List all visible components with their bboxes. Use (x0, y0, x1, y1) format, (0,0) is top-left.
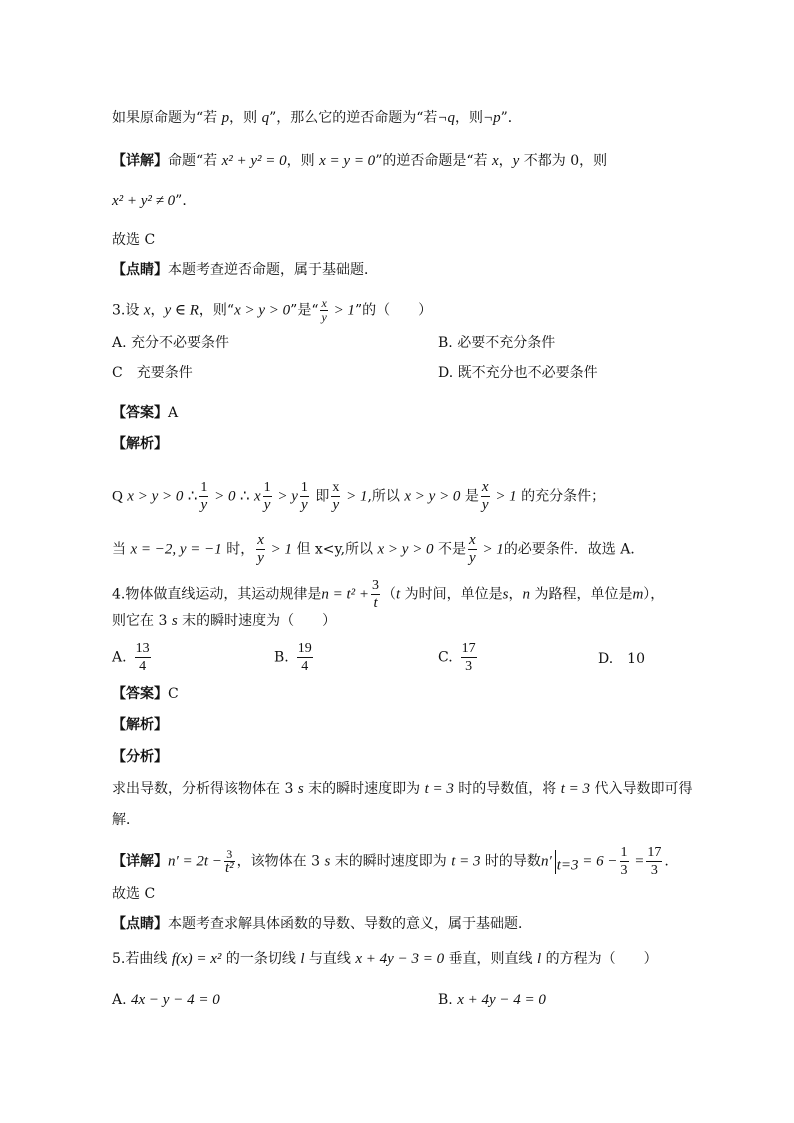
q4-detail-line (112, 844, 669, 879)
denominator: y (332, 497, 340, 513)
text: 求出导数，分析得该物体在 3 (112, 781, 298, 797)
text: 的充分条件； (516, 488, 606, 505)
numerator: x (469, 532, 476, 548)
math-expr: x + 4y − 3 = 0 (355, 951, 445, 967)
answer-tag: 【答案】 (112, 686, 168, 702)
text: 本题考查逆否命题，属于基础题． (168, 262, 378, 278)
analysis-tag: 【解析】 (112, 436, 168, 452)
text: 但 x<y,所以 (292, 541, 378, 558)
numerator: 17 (647, 845, 662, 860)
fraction-3-over-t2 (224, 848, 235, 875)
denominator: 3 (465, 659, 473, 674)
comment-line (112, 260, 378, 280)
math-expr: x + 4y − 4 = 0 (457, 992, 546, 1008)
fraction-17-over-3 (646, 844, 662, 879)
text: 5.若曲线 (112, 951, 172, 967)
fraction-3-over-t (371, 577, 380, 612)
math-expr: 4x − y − 4 = 0 (131, 992, 220, 1008)
text: ，则 (286, 153, 320, 169)
text-line-inverse-rule (112, 108, 522, 128)
fenxi-tag: 【分析】 (112, 749, 168, 765)
math-expr: n′ = 2t − (168, 853, 222, 870)
denominator: y (481, 497, 489, 513)
math-expr: > y (273, 488, 298, 505)
denominator: y (257, 550, 264, 566)
math-expr: x > y > 0 (377, 541, 434, 558)
text: 末的瞬时速度为（ ） (177, 613, 337, 629)
q4-choose-line: 故选 C (112, 886, 156, 902)
fraction-1-over-3 (620, 844, 629, 879)
var-not-p: ¬p (483, 110, 501, 126)
fraction-1-over-y (263, 479, 272, 514)
text: 的一条切线 (221, 951, 301, 967)
q5-option-b (438, 990, 546, 1010)
unit-m: m (632, 586, 644, 603)
math-expr: t = 3 (451, 853, 481, 870)
math-expr: = (630, 853, 645, 870)
math-expr: n = t² + (321, 586, 370, 603)
q4-option-b (274, 640, 315, 675)
var-not-q: ¬q (437, 110, 456, 126)
numerator: x (332, 480, 340, 495)
denominator: t (373, 595, 378, 611)
option-letter: C. (438, 649, 453, 666)
text: ”，那么它的逆否命题为“若 (269, 110, 438, 126)
q3-analysis-line-2 (112, 532, 644, 567)
var-l: l (536, 951, 542, 967)
numerator: 1 (300, 480, 308, 495)
q3-option-a: A. 充分不必要条件 (112, 335, 230, 351)
q3-analysis-line-1 (112, 479, 605, 514)
text: 的必要条件．故选 A． (503, 541, 645, 558)
math-expr: x² + y² = 0 (221, 153, 287, 169)
numerator: 17 (461, 641, 476, 656)
question-3 (112, 297, 432, 324)
choose-line: 故选 C (112, 232, 156, 248)
math-expr: y ∈ R (164, 302, 199, 319)
denominator: 4 (301, 659, 309, 674)
fraction-x-over-y (468, 532, 477, 567)
math-expr: t = 3 (560, 781, 591, 797)
q4-option-d: D. 10 (598, 651, 645, 667)
text: 为时间，单位是 (400, 586, 503, 603)
text: 时的导数值，将 (453, 781, 561, 797)
text: ， (498, 153, 513, 169)
var-x: x (143, 302, 151, 319)
fraction-x-over-y (481, 479, 490, 514)
denominator: t² (224, 860, 234, 876)
therefore-symbol: ∴ (187, 488, 198, 505)
text: ， (508, 586, 523, 603)
text: ”是“ (290, 302, 319, 319)
text: ”． (500, 110, 522, 126)
option-letter: A. (112, 992, 127, 1008)
text: ）， (643, 586, 665, 603)
text: 末的瞬时速度即为 (330, 853, 452, 870)
math-expr: > 0 (210, 488, 236, 505)
evaluation-bar (555, 850, 556, 874)
math-expr: n′ (540, 853, 552, 870)
q3-answer (112, 403, 178, 423)
q5-option-a (112, 990, 220, 1010)
text: 垂直，则直线 (444, 951, 537, 967)
math-expr: > 1 (329, 302, 355, 319)
math-expr: x > y > 0 (234, 302, 291, 319)
detail-line-2 (112, 191, 196, 211)
text: ，该物体在 3 (236, 853, 325, 870)
option-letter: B. (438, 992, 453, 1008)
text: ，则“ (198, 302, 235, 319)
numerator: x (257, 532, 264, 548)
text: ”的逆否命题是“若 (375, 153, 492, 169)
var-x: x (491, 153, 499, 169)
text: ，则 (455, 110, 484, 126)
fraction-x-over-y (320, 297, 327, 324)
numerator: 19 (297, 641, 312, 656)
analysis-tag: 【解析】 (112, 717, 168, 733)
text: 则它在 3 (112, 613, 172, 629)
text: 时， (221, 541, 255, 558)
math-expr: f(x) = x² (171, 951, 222, 967)
text: 本题考查求解具体函数的导数、导数的意义，属于基础题． (168, 916, 532, 932)
therefore-symbol: ∴ (239, 488, 250, 505)
q3-option-c: C 充要条件 (112, 365, 193, 381)
because-symbol: Q (112, 488, 123, 505)
denominator: y (321, 310, 327, 324)
numerator: x (481, 479, 489, 495)
unit-s: s (171, 613, 178, 629)
text: ， (150, 302, 165, 319)
text: 代入导数即可得 (590, 781, 693, 797)
denominator: y (200, 497, 208, 513)
text: 如果原命题为“若 (112, 110, 222, 126)
denominator: 3 (620, 863, 628, 878)
fraction-1-over-y (199, 479, 208, 514)
detail-tag: 【详解】 (112, 153, 168, 169)
var-p: p (221, 110, 230, 126)
denominator: y (469, 550, 476, 566)
denominator: 4 (139, 659, 147, 674)
answer-value: A (168, 405, 179, 421)
text: 时的导数 (480, 853, 541, 870)
text: ，则 (229, 110, 262, 126)
fraction-1-over-y (300, 479, 309, 514)
question-4 (112, 577, 664, 612)
text: . (664, 853, 669, 870)
option-letter: A. (112, 649, 127, 666)
text: 不是 (433, 541, 467, 558)
fraction-17-over-3 (461, 640, 477, 675)
answer-value: C (168, 686, 179, 702)
math-expr: > 1 (266, 541, 293, 558)
var-t: t (396, 586, 401, 603)
q4-option-a (112, 640, 153, 675)
text: 当 (112, 541, 131, 558)
math-expr: > 1 (342, 488, 368, 505)
var-n: n (522, 586, 530, 603)
unit-s: s (297, 781, 304, 797)
comment-tag: 【点睛】 (112, 262, 168, 278)
q3-option-b: B. 必要不充分条件 (438, 335, 556, 351)
math-expr: x² + y² ≠ 0 (112, 193, 176, 209)
answer-tag: 【答案】 (112, 405, 168, 421)
text: ”． (175, 193, 197, 209)
numerator: 3 (372, 578, 380, 593)
text: ”的（ ） (354, 302, 433, 319)
q4-analysis-tag (112, 715, 168, 735)
math-expr: t = 3 (424, 781, 454, 797)
denominator: y (301, 497, 308, 513)
denominator: 3 (650, 863, 658, 878)
q4-answer (112, 684, 179, 704)
text: ,所以 (367, 488, 405, 505)
q4-fenxi-tag (112, 747, 168, 767)
text: 3.设 (112, 302, 144, 319)
q4-fenxi-line-2: 解． (112, 812, 140, 828)
numerator: 1 (620, 845, 628, 860)
math-expr: x = −2, y = −1 (130, 541, 222, 558)
fraction-x-over-y (256, 532, 265, 567)
q4-comment-line (112, 914, 532, 934)
fraction-13-over-4 (135, 640, 151, 675)
var-q: q (261, 110, 270, 126)
text: 与直线 (304, 951, 356, 967)
var-x: x (253, 488, 261, 505)
math-expr: x > y > 0 (404, 488, 461, 505)
question-4-line-2 (112, 611, 336, 631)
numerator: 1 (200, 480, 208, 495)
text: 不都为 0，则 (519, 153, 608, 169)
numerator: 3 (224, 848, 235, 862)
numerator: 13 (135, 641, 150, 656)
fraction-x-over-y (331, 479, 340, 514)
var-y: y (512, 153, 520, 169)
text: 命题“若 (168, 153, 222, 169)
denominator: y (263, 497, 271, 513)
fraction-19-over-4 (297, 640, 313, 675)
math-expr: > 1 (491, 488, 517, 505)
text: 4.物体做直线运动，其运动规律是 (112, 586, 322, 603)
comment-tag: 【点睛】 (112, 916, 168, 932)
text: 的方程为（ ） (541, 951, 658, 967)
option-letter: B. (274, 649, 289, 666)
math-expr: x > y > 0 (127, 488, 184, 505)
detail-line-1 (112, 151, 607, 171)
unit-s: s (502, 586, 509, 603)
subscript: t=3 (556, 857, 579, 874)
q3-option-d: D. 既不充分也不必要条件 (438, 365, 598, 381)
q4-option-c (438, 640, 479, 675)
q4-fenxi-line-1 (112, 779, 693, 799)
unit-s: s (324, 853, 331, 870)
question-5 (112, 949, 658, 969)
numerator: x (321, 296, 327, 310)
text: 为路程，单位是 (530, 586, 633, 603)
q3-analysis-tag (112, 434, 168, 454)
math-expr: > 1 (478, 541, 504, 558)
text: （ (382, 586, 397, 603)
detail-tag: 【详解】 (112, 853, 168, 870)
text: 末的瞬时速度即为 (303, 781, 425, 797)
text: 是 (460, 488, 479, 505)
text: 即 (310, 488, 330, 505)
numerator: 1 (263, 480, 271, 495)
math-expr: = 6 − (578, 853, 618, 870)
var-l: l (300, 951, 305, 967)
math-expr: x = y = 0 (319, 153, 376, 169)
